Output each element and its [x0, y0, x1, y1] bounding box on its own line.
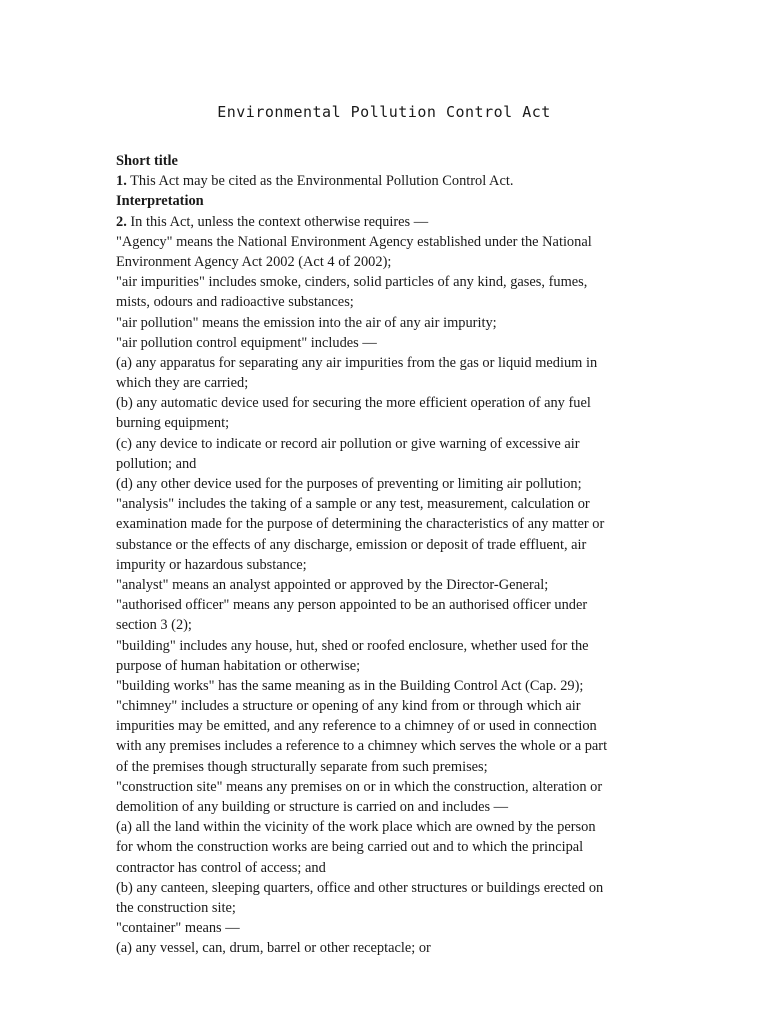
section-number: 1. — [116, 173, 127, 190]
text-line: impurity or hazardous substance; — [116, 556, 307, 573]
text-line: (b) any automatic device used for securing the more efficient operation of any fuel — [116, 395, 591, 412]
definitions-list — [116, 232, 656, 959]
text-line: of the premises though structurally separate from such premises; — [116, 758, 488, 775]
section-1 — [116, 171, 656, 191]
text-line: "container" means — — [116, 920, 240, 937]
text-line: pollution; and — [116, 455, 197, 472]
text-line: (d) any other device used for the purposes of preventing or limiting air pollution; — [116, 476, 582, 492]
text-line: burning equipment; — [116, 415, 230, 432]
text-line: "air impurities" includes smoke, cinders, solid particles of any kind, gases, fumes, — [116, 274, 588, 291]
text-line: "building" includes any house, hut, shed or roofed enclosure, whether used for the — [116, 637, 589, 654]
text-line: (a) all the land within the vicinity of the work place which are owned by the person — [116, 819, 596, 836]
heading-short-title: Short title — [116, 153, 178, 169]
text-line: examination made for the purpose of determining the characteristics of any matter or — [116, 516, 605, 533]
text-line: substance or the effects of any discharge, emission or deposit of trade effluent, air — [116, 536, 587, 553]
section-text: This Act may be cited as the Environmental Pollution Control Act. — [126, 173, 514, 190]
text-line: "Agency" means the National Environment Agency established under the National — [116, 233, 592, 250]
text-line: demolition of any building or structure is carried on and includes — — [116, 799, 509, 815]
text-line: "analysis" includes the taking of a sample or any test, measurement, calculation or — [116, 496, 590, 513]
text-line: "authorised officer" means any person appointed to be an authorised officer under — [116, 597, 588, 614]
text-line: "air pollution control equipment" includes — — [116, 334, 377, 351]
text-line: contractor has control of access; and — [116, 859, 326, 876]
document-title: Environmental Pollution Control Act — [217, 103, 551, 121]
text-line: which they are carried; — [116, 375, 249, 392]
text-line: the construction site; — [116, 899, 236, 916]
text-line: "analyst" means an analyst appointed or approved by the Director-General; — [116, 576, 549, 593]
section-text: In this Act, unless the context otherwise requires — — [126, 213, 429, 230]
text-line: (a) any apparatus for separating any air impurities from the gas or liquid medium in — [116, 354, 598, 371]
heading-interpretation: Interpretation — [116, 193, 204, 210]
text-line: impurities may be emitted, and any reference to a chimney of or used in connection — [116, 718, 597, 735]
text-line: section 3 (2); — [116, 617, 192, 634]
text-line: Environment Agency Act 2002 (Act 4 of 2002); — [116, 253, 392, 270]
text-line: for whom the construction works are being carried out and to which the principal — [116, 839, 584, 856]
text-line: purpose of human habitation or otherwise; — [116, 657, 361, 674]
section-2 — [116, 212, 656, 232]
document-body — [116, 151, 656, 959]
text-line: (b) any canteen, sleeping quarters, office and other structures or buildings erected on — [116, 879, 604, 896]
text-line: (a) any vessel, can, drum, barrel or other receptacle; or — [116, 940, 431, 957]
text-line: "building works" has the same meaning as in the Building Control Act (Cap. 29); — [116, 677, 584, 694]
text-line: "air pollution" means the emission into the air of any air impurity; — [116, 314, 497, 331]
text-line: "construction site" means any premises on or in which the construction, alteration or — [116, 778, 603, 795]
section-number: 2. — [116, 213, 127, 230]
text-line: "chimney" includes a structure or opening of any kind from or through which air — [116, 698, 581, 715]
text-line: with any premises includes a reference to a chimney which serves the whole or a part — [116, 738, 608, 755]
text-line: (c) any device to indicate or record air pollution or give warning of excessive air — [116, 435, 580, 452]
text-line: mists, odours and radioactive substances; — [116, 294, 354, 311]
